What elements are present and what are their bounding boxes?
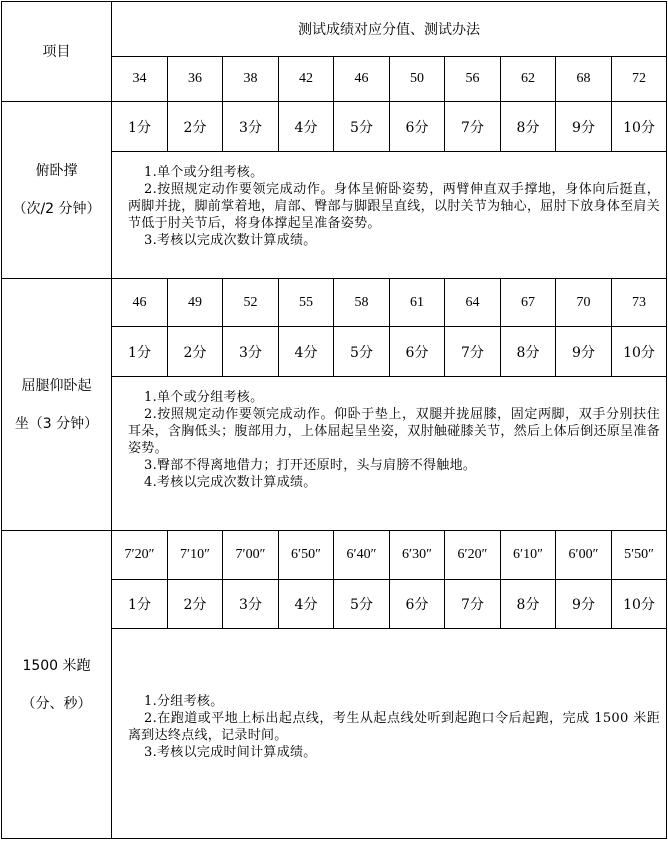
score-cell: 6分 xyxy=(390,102,445,152)
value-cell: 62 xyxy=(501,57,556,102)
score-cell: 2分 xyxy=(168,102,223,152)
value-cell: 7′20″ xyxy=(112,531,168,580)
score-cell: 8分 xyxy=(501,580,556,629)
project-name-situp xyxy=(2,279,112,531)
method-line: 2.在跑道或平地上标出起点线，考生从起点线处听到起跑口令后起跑，完成 1500 米距离到达终点线，记录时间。 xyxy=(128,711,661,743)
method-line: 4.考核以完成次数计算成绩。 xyxy=(144,475,317,490)
value-cell: 46 xyxy=(334,57,390,102)
score-cell: 5分 xyxy=(334,580,390,629)
score-cell: 1分 xyxy=(112,327,168,377)
score-cell: 7分 xyxy=(445,102,501,152)
value-cell: 6′30″ xyxy=(390,531,445,580)
value-cell: 56 xyxy=(445,57,501,102)
method-line: 3.考核以完成时间计算成绩。 xyxy=(144,745,317,760)
value-cell: 52 xyxy=(223,279,279,327)
value-cell: 46 xyxy=(112,279,168,327)
score-cell: 4分 xyxy=(279,102,334,152)
score-cell: 5分 xyxy=(334,102,390,152)
value-cell: 36 xyxy=(168,57,223,102)
run-test-method xyxy=(112,629,667,839)
score-cell: 3分 xyxy=(223,580,279,629)
score-cell: 4分 xyxy=(279,580,334,629)
score-cell: 1分 xyxy=(112,580,168,629)
method-line: 1.单个或分组考核。 xyxy=(144,165,264,180)
method-line: 1.分组考核。 xyxy=(144,694,224,709)
value-cell: 61 xyxy=(390,279,445,327)
project-header: 项目 xyxy=(2,2,112,102)
project-name-run xyxy=(2,531,112,839)
value-cell: 5′50″ xyxy=(612,531,667,580)
value-cell: 55 xyxy=(279,279,334,327)
value-cell: 49 xyxy=(168,279,223,327)
score-cell: 3分 xyxy=(223,327,279,377)
method-line: 2.按照规定动作要领完成动作。仰卧于垫上，双腿并拢屈膝，固定两脚，双手分别扶住耳朵，含胸低头；腹部用力，上体屈起呈坐姿，双肘触碰膝关节，然后上体后倒还原呈准备姿势。 xyxy=(128,407,661,456)
value-cell: 64 xyxy=(445,279,501,327)
value-cell: 6′50″ xyxy=(279,531,334,580)
header-row xyxy=(2,2,667,57)
score-cell: 10分 xyxy=(612,580,667,629)
score-cell: 5分 xyxy=(334,327,390,377)
value-cell: 50 xyxy=(390,57,445,102)
value-cell: 58 xyxy=(334,279,390,327)
score-cell: 9分 xyxy=(556,580,612,629)
value-cell: 7′00″ xyxy=(223,531,279,580)
score-cell: 4分 xyxy=(279,327,334,377)
method-line: 3.考核以完成次数计算成绩。 xyxy=(144,233,317,248)
value-cell: 34 xyxy=(112,57,168,102)
score-cell: 1分 xyxy=(112,102,168,152)
score-cell: 9分 xyxy=(556,102,612,152)
value-cell: 6′20″ xyxy=(445,531,501,580)
pushup-scores-row xyxy=(2,102,667,152)
score-cell: 9分 xyxy=(556,327,612,377)
value-cell: 72 xyxy=(612,57,667,102)
method-line: 2.按照规定动作要领完成动作。身体呈俯卧姿势，两臂伸直双手撑地，身体向后挺直，两脚并拢，脚前掌着地，肩部、臀部与脚跟呈直线，以肘关节为轴心，屈肘下放身体至肩关节低于肘关节后，将身体撑起呈准备姿势。 xyxy=(128,182,661,231)
score-cell: 3分 xyxy=(223,102,279,152)
run-values-row xyxy=(2,531,667,580)
value-cell: 70 xyxy=(556,279,612,327)
score-cell: 8分 xyxy=(501,102,556,152)
scoring-standards-table xyxy=(1,1,667,839)
score-cell: 2分 xyxy=(168,327,223,377)
project-name-pushup xyxy=(2,102,112,279)
score-cell: 7分 xyxy=(445,580,501,629)
pushup-test-method xyxy=(112,152,667,279)
project-unit-line: 坐（3 分钟） xyxy=(14,415,99,432)
value-cell: 6′00″ xyxy=(556,531,612,580)
situp-test-method xyxy=(112,377,667,531)
project-name-line: 1500 米跑 xyxy=(22,657,91,674)
value-cell: 7′10″ xyxy=(168,531,223,580)
score-cell: 10分 xyxy=(612,102,667,152)
method-line: 1.单个或分组考核。 xyxy=(144,390,264,405)
project-unit-line: （次/2 分钟） xyxy=(12,201,101,217)
value-cell: 73 xyxy=(612,279,667,327)
score-cell: 6分 xyxy=(390,580,445,629)
score-cell: 6分 xyxy=(390,327,445,377)
project-unit-line: （分、秒） xyxy=(21,695,92,712)
method-line: 3.臀部不得离地借力；打开还原时，头与肩膀不得触地。 xyxy=(144,458,477,473)
standard-header: 测试成绩对应分值、测试办法 xyxy=(112,2,667,57)
value-cell: 42 xyxy=(279,57,334,102)
score-cell: 2分 xyxy=(168,580,223,629)
situp-values-row xyxy=(2,279,667,327)
score-cell: 10分 xyxy=(612,327,667,377)
value-cell: 6′10″ xyxy=(501,531,556,580)
project-name-line: 屈腿仰卧起 xyxy=(21,377,92,394)
value-cell: 38 xyxy=(223,57,279,102)
project-name-line: 俯卧撑 xyxy=(35,163,78,179)
score-cell: 7分 xyxy=(445,327,501,377)
value-cell: 68 xyxy=(556,57,612,102)
score-cell: 8分 xyxy=(501,327,556,377)
value-cell: 67 xyxy=(501,279,556,327)
value-cell: 6′40″ xyxy=(334,531,390,580)
